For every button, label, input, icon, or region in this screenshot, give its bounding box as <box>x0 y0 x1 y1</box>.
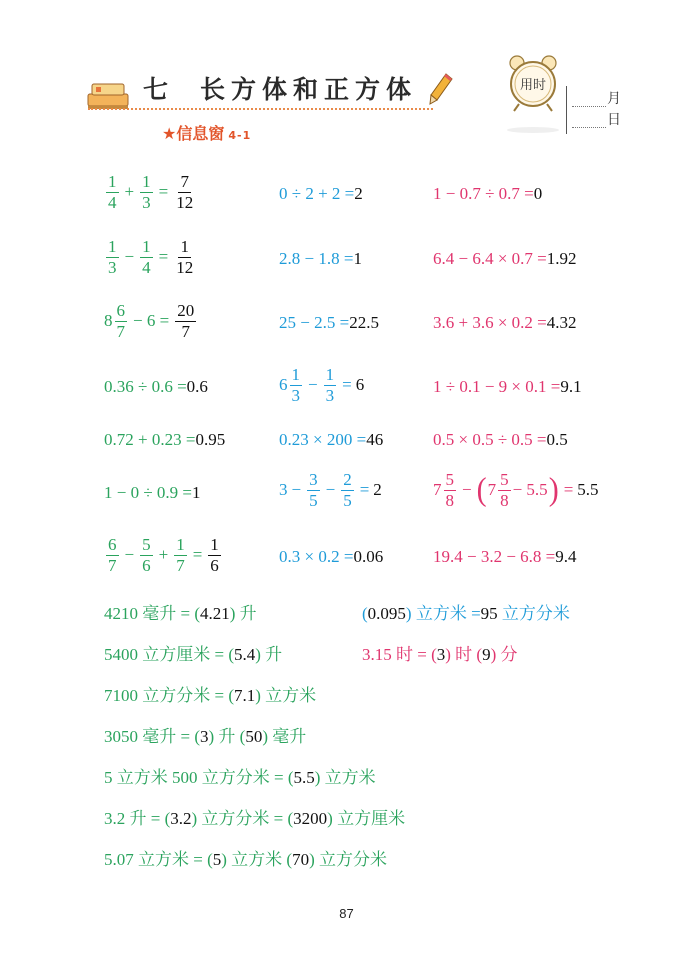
exercise-r2-c: 6.4 − 6.4 × 0.7 = 1.92 <box>433 249 577 268</box>
exercise-r7-a: $\frac{6}{7}$ − $\frac{5}{6}$ + $\frac{1}{7}$ = $\frac{1}{6}$ <box>108 535 219 575</box>
answer: 0.5 <box>546 430 568 449</box>
exercise-r4-b: 6 $\frac{1}{3}$ − $\frac{1}{3}$ = 6 <box>279 365 365 405</box>
answer: 3 <box>200 727 209 746</box>
month-label: 月 <box>607 91 621 107</box>
answer: 1.92 <box>546 249 577 268</box>
answer: 0.95 <box>195 430 226 449</box>
answer: 4.32 <box>546 313 577 332</box>
answer: 5 <box>212 850 222 869</box>
answer: 0.06 <box>353 547 384 566</box>
exercise-r3-c: 3.6 + 3.6 × 0.2 = 4.32 <box>433 313 577 332</box>
alarm-clock-icon <box>503 54 563 136</box>
conversion-1: 4210 毫升 = (4.21) 升 <box>104 604 257 623</box>
answer: 2 <box>354 184 363 203</box>
conversion-6: 3.2 升 = (3.2) 立方分米 = (3200) 立方厘米 <box>104 809 406 828</box>
answer: 1 <box>192 483 201 502</box>
answer: 22.5 <box>349 313 379 332</box>
answer: 2 <box>373 480 382 500</box>
exercise-r1-b: 0 ÷ 2 + 2 = 2 <box>279 184 363 203</box>
conversion-3: 7100 立方分米 = (7.1) 立方米 <box>104 686 317 705</box>
exercise-r2-a: $\frac{1}{3}$ − $\frac{1}{4}$ = $\frac{1}{12}$ <box>108 237 194 277</box>
chapter-title <box>143 70 417 106</box>
answer: 50 <box>245 727 263 746</box>
conversion-right-1: (0.095) 立方米 =95 立方分米 <box>362 604 570 623</box>
exercise-r7-c: 19.4 − 3.2 − 6.8 = 9.4 <box>433 547 577 566</box>
books-icon <box>84 78 132 112</box>
exercise-r6-c: 7 $\frac{5}{8}$ − ( 7 $\frac{5}{8}$ − 5.5 ) = 5.5 <box>433 470 599 510</box>
answer: 3200 <box>293 809 328 828</box>
time-used-label: 用时 <box>519 78 546 93</box>
exercise-r4-c: 1 ÷ 0.1 − 9 × 0.1 = 9.1 <box>433 377 582 396</box>
exercise-r5-c: 0.5 × 0.5 ÷ 0.5 = 0.5 <box>433 430 568 449</box>
subtitle <box>162 121 251 144</box>
conversion-4: 3050 毫升 = (3) 升 (50) 毫升 <box>104 727 307 746</box>
answer: 4.21 <box>200 604 230 623</box>
exercise-r5-b: 0.23 × 200 = 46 <box>279 430 384 449</box>
exercise-r7-b: 0.3 × 0.2 = 0.06 <box>279 547 384 566</box>
answer: 3 <box>436 645 446 664</box>
exercise-r5-a: 0.72 + 0.23 = 0.95 <box>104 430 226 449</box>
subtitle-code: 4-1 <box>228 129 252 142</box>
star-icon: ★ <box>162 124 177 143</box>
header-dotted-rule <box>88 108 433 110</box>
chapter-name: 长方体和正方体 <box>200 75 418 104</box>
page-number: 87 <box>339 906 354 921</box>
answer: 70 <box>292 850 310 869</box>
conversion-2: 5400 立方厘米 = (5.4) 升 <box>104 645 283 664</box>
conversion-7: 5.07 立方米 = (5) 立方米 (70) 立方分米 <box>104 850 387 869</box>
answer: 9.1 <box>560 377 582 396</box>
answer: 6 <box>355 375 365 395</box>
answer: 46 <box>366 430 384 449</box>
answer: 0.6 <box>186 377 208 396</box>
answer: 0 <box>533 184 543 203</box>
exercise-r1-c: 1 − 0.7 ÷ 0.7 = 0 <box>433 184 543 203</box>
answer: 95 <box>480 604 498 623</box>
exercise-r1-a: $\frac{1}{4}$ + $\frac{1}{3}$ = $\frac{7}{12}$ <box>108 172 194 212</box>
answer: 0.095 <box>367 604 406 623</box>
answer: 5.4 <box>234 645 256 664</box>
conversion-5: 5 立方米 500 立方分米 = (5.5) 立方米 <box>104 768 376 787</box>
date-divider <box>566 86 567 134</box>
answer: 9.4 <box>555 547 577 566</box>
day-label: 日 <box>607 112 621 128</box>
exercise-r3-a: 8 $\frac{6}{7}$ − 6 = $\frac{20}{7}$ <box>104 301 195 341</box>
answer: 3.2 <box>170 809 192 828</box>
pencil-icon <box>428 72 454 106</box>
chapter-number: 七 <box>143 75 175 104</box>
day-blank <box>572 127 606 128</box>
exercise-r2-b: 2.8 − 1.8 = 1 <box>279 249 362 268</box>
answer: 1 <box>353 249 362 268</box>
answer: 5.5 <box>293 768 315 787</box>
answer: 5.5 <box>577 480 599 500</box>
month-blank <box>572 106 606 107</box>
exercise-r6-b: 3 − $\frac{3}{5}$ − $\frac{2}{5}$ = 2 <box>279 470 382 510</box>
answer: 9 <box>482 645 491 664</box>
answer: 7.1 <box>234 686 256 705</box>
exercise-r4-a: 0.36 ÷ 0.6 = 0.6 <box>104 377 208 396</box>
subtitle-label: 信息窗 <box>176 124 225 143</box>
exercise-r3-b: 25 − 2.5 = 22.5 <box>279 313 379 332</box>
exercise-r6-a: 1 − 0 ÷ 0.9 = 1 <box>104 483 201 502</box>
conversion-right-2: 3.15 时 = (3) 时 (9) 分 <box>362 645 518 664</box>
